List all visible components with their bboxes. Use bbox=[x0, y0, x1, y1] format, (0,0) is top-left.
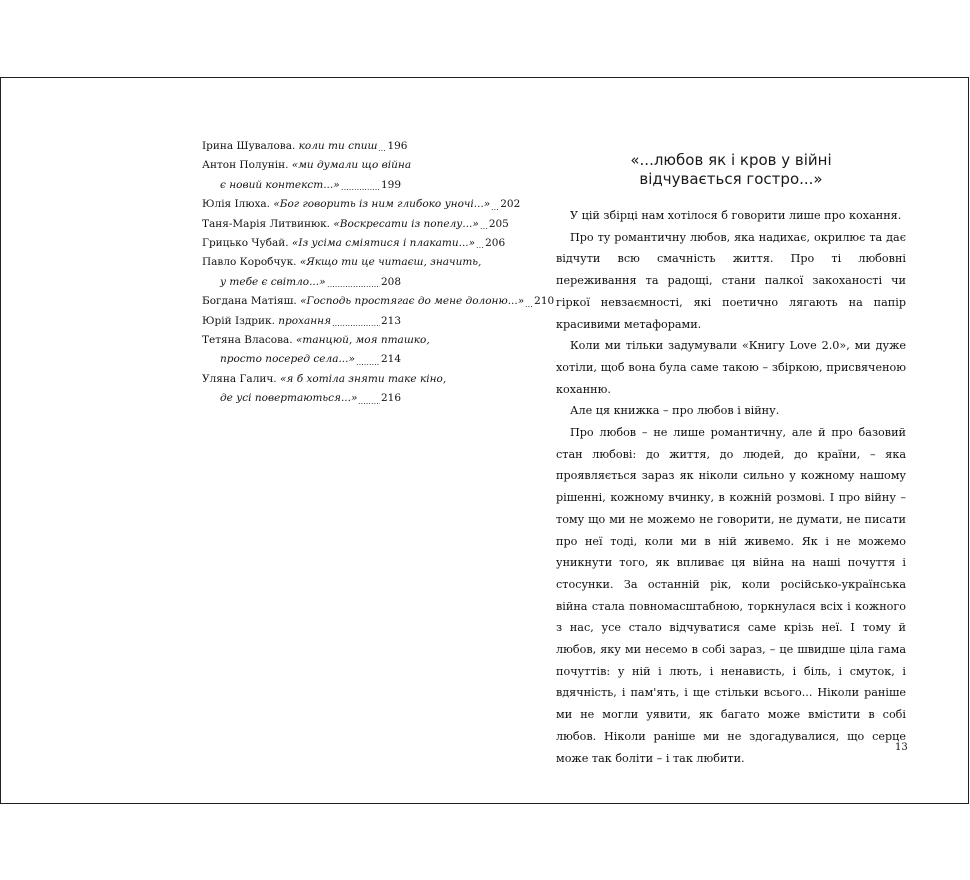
toc-title: «я б хотіла зняти таке кіно, bbox=[279, 372, 447, 385]
section-title-line: відчувається гостро...» bbox=[639, 170, 823, 188]
toc-entry bbox=[202, 312, 401, 331]
toc-author: Грицько Чубай. bbox=[202, 237, 289, 250]
toc-page-number: 208 bbox=[380, 275, 401, 288]
toc-title-continued: у тебе є світло...» bbox=[220, 275, 326, 288]
toc-title-continued: де усі повертаються...» bbox=[220, 392, 358, 405]
toc-leader bbox=[476, 247, 484, 248]
toc-page-number: 205 bbox=[488, 217, 509, 230]
toc-leader bbox=[327, 286, 380, 287]
toc-leader bbox=[341, 189, 380, 190]
paragraph: Але ця книжка – про любов і війну. bbox=[570, 404, 780, 418]
toc-page-number: 202 bbox=[500, 198, 521, 211]
paragraph: Про ту романтичну любов, яка надихає, окрилює та дає відчути всю смачність життя. Про ті любовні переживання та радощі, стани палкої закоханості чи гіркої невзаємності, які поетично лягають на папір красивими метафорами. bbox=[556, 230, 906, 331]
toc-entry bbox=[202, 331, 430, 370]
toc-entry bbox=[202, 234, 506, 253]
toc-page-number: 216 bbox=[380, 392, 401, 405]
toc-title: «ми думали що війна bbox=[291, 159, 412, 172]
toc-entry bbox=[202, 137, 408, 156]
toc-author: Ірина Шувалова. bbox=[202, 140, 296, 152]
toc-title: «Бог говорить із ним глибоко уночі...» bbox=[273, 198, 491, 211]
toc-author: Антон Полунін. bbox=[202, 159, 289, 172]
toc-leader bbox=[332, 325, 380, 326]
toc-entry bbox=[202, 292, 555, 311]
toc-entry bbox=[202, 370, 447, 409]
section-title bbox=[556, 151, 906, 189]
toc-leader bbox=[378, 150, 386, 151]
toc-title-continued: є новий контекст...» bbox=[220, 178, 340, 191]
toc-leader bbox=[480, 228, 488, 229]
paragraph: Про любов – не лише романтичну, але й про базовий стан любові: до життя, до людей, до країни, – яка проявляється зараз як ніколи сильно у кожному нашому рішенні, кожному вчинку, в кожній розмові. І про війну – тому що ми не можемо не говорити, не думати, не писати про неї тоді, коли ми в ній живемо. Як і не можемо уникнути того, як впливає ця війна на наші почуття і стосунки. За останній рік, коли російсько-українська війна стала повномасштабною, торкнулася всіх і кожного з нас, усе стало відчуватися саме крізь неї. І тому й любов, яку ми несемо в собі зараз, – це швидше ціла гама почуттів: у ній і лють, і ненависть, і біль, і смуток, і вдячність, і пам'ять, і ще стільки всього... Ніколи раніше ми не могли уявити, як багато може вмістити в собі любов. Ніколи раніше ми не здогадувалися, що серце може так боліти – і так любити. bbox=[556, 426, 906, 765]
table-of-contents bbox=[202, 137, 555, 409]
toc-page-number: 213 bbox=[380, 314, 401, 327]
toc-leader bbox=[491, 209, 499, 210]
toc-title: «Воскресати із попелу...» bbox=[333, 217, 479, 230]
toc-entry bbox=[202, 215, 509, 234]
toc-author: Тетяна Власова. bbox=[202, 334, 293, 347]
toc-title-continued: просто посеред села...» bbox=[220, 353, 355, 366]
toc-title: «танцюй, моя пташко, bbox=[295, 334, 430, 347]
toc-author: Павло Коробчук. bbox=[202, 256, 297, 269]
toc-title: коли ти спиш bbox=[298, 140, 378, 152]
toc-author: Таня-Марія Литвинюк. bbox=[202, 217, 331, 230]
toc-page-number: 214 bbox=[380, 353, 401, 366]
page-number: 13 bbox=[895, 742, 908, 753]
toc-entry bbox=[202, 253, 482, 292]
toc-page-number: 199 bbox=[380, 178, 401, 191]
paragraph: У цій збірці нам хотілося б говорити лише про кохання. bbox=[570, 209, 902, 222]
toc-leader bbox=[358, 403, 380, 404]
toc-page-number: 210 bbox=[534, 295, 555, 308]
toc-page-number: 196 bbox=[387, 140, 408, 152]
toc-leader bbox=[525, 306, 533, 307]
toc-page-number: 206 bbox=[485, 237, 506, 250]
toc-author: Юлія Ілюха. bbox=[202, 198, 270, 211]
toc-author: Богдана Матіяш. bbox=[202, 295, 297, 308]
toc-title: «Із усіма сміятися і плакати...» bbox=[291, 237, 476, 250]
paragraph: Коли ми тільки задумували «Книгу Love 2.0», ми дуже хотіли, щоб вона була саме такою – збіркою, присвяченою коханню. bbox=[556, 339, 906, 396]
body-text bbox=[556, 205, 906, 769]
toc-entry bbox=[202, 156, 412, 195]
section-title-line: «...любов як і кров у війні bbox=[630, 151, 832, 169]
toc-leader bbox=[356, 364, 380, 365]
toc-title: «Якщо ти це читаєш, значить, bbox=[299, 256, 482, 269]
toc-author: Юрій Іздрик. bbox=[202, 314, 275, 327]
toc-title: прохання bbox=[278, 314, 332, 327]
toc-author: Уляна Галич. bbox=[202, 372, 277, 385]
toc-title: «Господь простягає до мене долоню...» bbox=[300, 295, 525, 308]
toc-entry bbox=[202, 195, 521, 214]
